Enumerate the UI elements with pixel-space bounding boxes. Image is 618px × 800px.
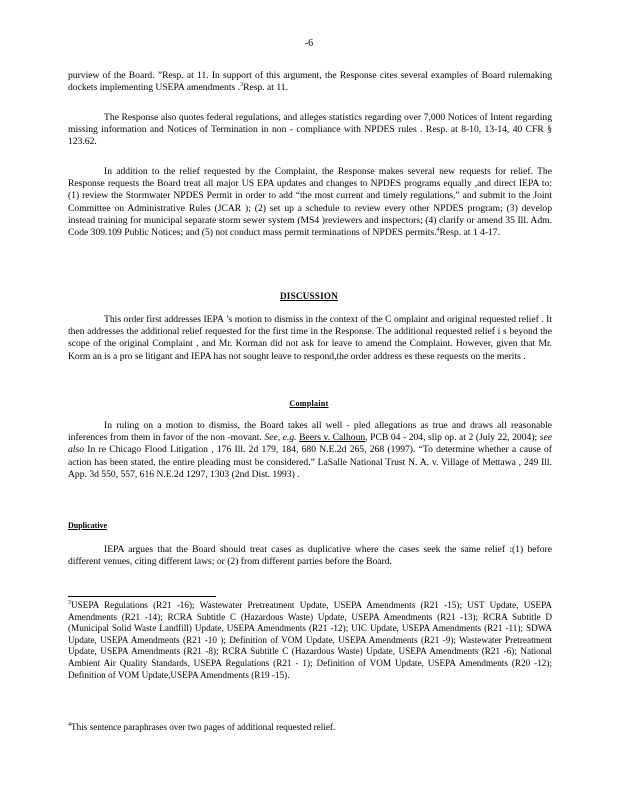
paragraph-federal-regulations: The Response also quotes federal regulations, and alleges statistics regarding over 7,000 Notices of Intent regarding missing information and Notices of Termination in non - compliance with NPDES rules . Resp. at 8-10, 13-14, 40 CFR § 123.62. (68, 112, 552, 148)
footnote-ref-4: 4 (436, 226, 440, 233)
paragraph-additional-relief: In addition to the relief requested by the Complaint, the Response makes several new requests for relief. The Response requests the Board treat all major US EPA updates and changes to NPDES programs equally ,and direct IEPA to: (1) review the Stormwater NPDES Permit in order to add “the most current and timely regulations,” and submit to the Joint Committee on Administrative Rules (JCAR ); (2) set up a schedule to review every other NPDES program; (3) develop instead training for municipal separate storm sewer system (MS4 )reviewers and inspectors; (4) clarify or amend 35 Ill. Adm. Code 309.109 Public Notices; and (5) not conduct mass permit terminations of NPDES permits.$^4$Resp. at 1 4-17. (68, 166, 552, 239)
footnote-3: $^3$USEPA Regulations (R21 -16); Wastewater Pretreatment Update, USEPA Amendments (R21 -15); UST Update, USEPA Amendments (R21 -14); RCRA Subtitle C (Hazardous Waste) Update, USEPA Amendments (R21 -13); RCRA Subtitle D (Municipal Solid Waste Landfill) Update, USEPA Amendments (R21 -12); UIC Update, USEPA Amendments (R21 -11); SDWA Update, USEPA Amendments (R21 -10 ); Definition of VOM Update, USEPA Amendments (R21 -9); Wastewater Pretreatment Update, USEPA Amendments (R21 -8); RCRA Subtitle C (Hazardous Waste) Update, USEPA Amendments (R21 -6); National Ambient Air Quality Standards, USEPA Regulations (R21 - 1); Definition of VOM Update, USEPA Amendments (R20 -12); Definition of VOM Update,USEPA Amendments (R19 -15). (68, 599, 552, 680)
footnote-4: $^4$This sentence paraphrases over two pages of additional requested relief. (68, 721, 336, 732)
paragraph-duplicative: IEPA argues that the Board should treat cases as duplicative where the cases seek the same relief :(1) before different venues, citing different laws; or (2) from different parties before the Board. (68, 544, 552, 568)
paragraph-purview: purview of the Board. ”Resp. at 11. In support of this argument, the Response cites several examples of Board rulemaking dockets implementing USEPA amendments .$^3$Resp. at 11. (68, 70, 552, 94)
heading-duplicative: Duplicative (68, 521, 108, 530)
page-number: -6 (304, 38, 314, 49)
footnote-separator (68, 596, 216, 597)
footnote-ref-3: 3 (240, 82, 244, 89)
paragraph-motion-to-dismiss: In ruling on a motion to dismiss, the Board takes all well - pled allegations as true and draws all reasonable inferences from them in favor of the non -movant. See, e.g. Beers v. Calhoun, PCB 04 - 204, slip op. at 2 (July 22, 2004); see also In re Chicago Flood Litigation , 176 Ill. 2d 179, 184, 680 N.E.2d 265, 268 (1997). “To determine whether a cause of action has been stated, the entire pleading must be considered.” LaSalle National Trust N. A. v. Village of Mettawa , 249 Ill. App. 3d 550, 557, 616 N.E.2d 1297, 1303 (2nd Dist. 1993) . (68, 420, 552, 480)
paragraph-order-overview: This order first addresses IEPA ’s motion to dismiss in the context of the C omplaint and original requested relief . It then addresses the additional relief requested for the first time in the Response. The additional requested relief i s beyond the scope of the original Complaint , and Mr. Korman did not ask for leave to amend the Complaint. However, given that Mr. Korm an is a pro se litigant and IEPA has not sought leave to respond,the order address es these requests on the merits . (68, 314, 552, 362)
case-citation-beers: Beers v. Calhoun (299, 432, 366, 444)
heading-discussion: DISCUSSION (279, 291, 339, 301)
heading-complaint: Complaint (289, 399, 329, 408)
